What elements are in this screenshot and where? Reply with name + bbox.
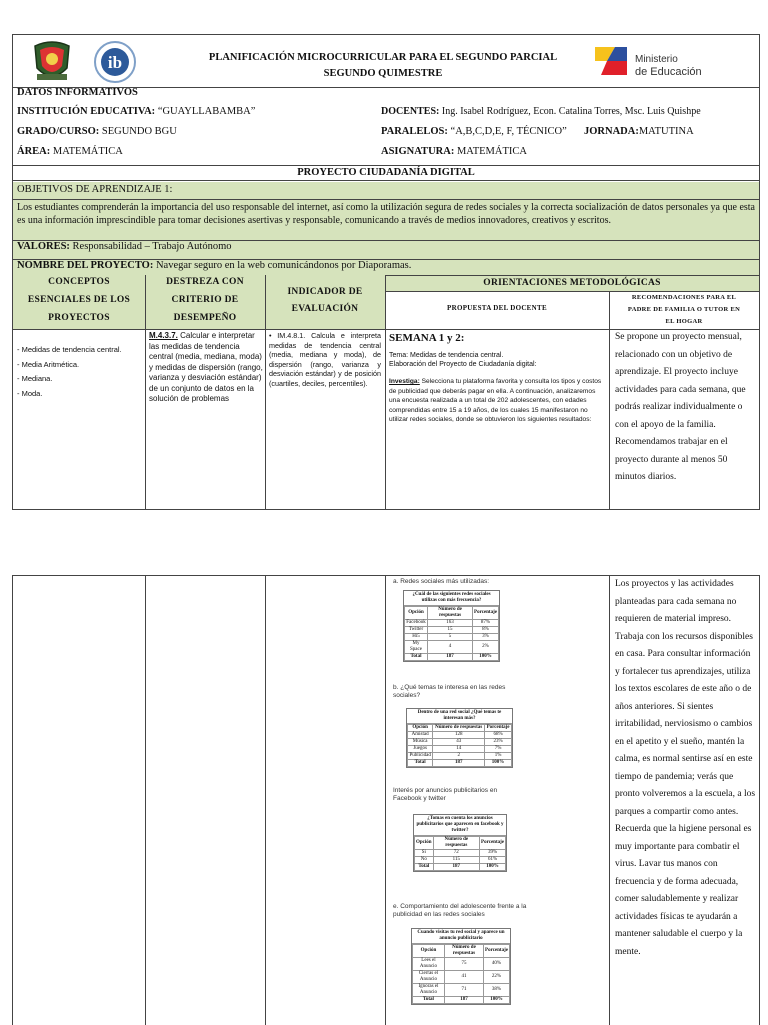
ministry-line1: Ministerio — [635, 54, 678, 65]
elaboracion-text: Elaboración del Proyecto de Ciudadanía digital: — [389, 361, 537, 368]
table-cell: 75 — [444, 958, 483, 971]
grado-value: SEGUNDO BGU — [99, 126, 177, 137]
table-row — [405, 627, 499, 634]
table-cell: 2 — [433, 753, 485, 760]
col-header: Número de respuestas — [433, 725, 485, 732]
table-cell: Total — [405, 654, 428, 661]
asignatura-value: MATEMÁTICA — [454, 146, 527, 157]
objectives-title: OBJETIVOS DE APRENDIZAJE 1: — [17, 184, 173, 195]
survey-b-heading: b. ¿Qué temas te interesa en las redes sociales? — [393, 684, 506, 699]
concepto-item: - Moda. — [17, 388, 43, 398]
destreza-cell — [149, 331, 263, 405]
table-cell: 72 — [433, 850, 479, 857]
jornada-value: MATUTINA — [638, 126, 694, 137]
header-recomendaciones — [609, 292, 759, 328]
page-1 — [12, 34, 760, 510]
table-cell: 115 — [433, 857, 479, 864]
table-row — [413, 971, 510, 984]
table-row — [405, 654, 499, 661]
table-cell: 2% — [473, 641, 499, 654]
area-label: ÁREA: — [17, 146, 51, 157]
objectives-text: Los estudiantes comprenderán la importancia del uso responsable del internet, así como la utilización segura de redes sociales y la correcta socialización de datos personales ya que esta es una información imprescindible para tomar decisiones asertivas y responsable, comunicando a través de medios innovadores, creativos y escritos. — [17, 202, 755, 226]
header-conceptos-line3: PROYECTOS — [48, 313, 110, 323]
table-cell: Cierras el Anuncio — [413, 971, 445, 984]
table-cell: 15 — [428, 627, 473, 634]
table-cell: 40% — [484, 958, 510, 971]
table-cell: 61% — [480, 857, 506, 864]
table-cell: Total — [408, 760, 433, 767]
project-section-title: PROYECTO CIUDADANÍA DIGITAL — [13, 165, 759, 181]
table-row — [408, 746, 512, 753]
table-cell: 100% — [485, 760, 512, 767]
table-cell: 23% — [485, 739, 512, 746]
grado-label: GRADO/CURSO: — [17, 126, 100, 137]
table-cell: 187 — [433, 864, 479, 871]
valores-label: VALORES: — [17, 241, 70, 252]
table-cell: 1% — [485, 753, 512, 760]
docentes-label: DOCENTES: — [381, 106, 440, 117]
survey-c-caption: ¿Tomas en cuenta los anuncios publicitarios que aparecen en facebook y twitter? — [414, 815, 506, 836]
header-destreza-line1: DESTREZA CON — [166, 277, 244, 287]
header-destreza-line2: CRITERIO DE — [171, 295, 239, 305]
header-recomendaciones-line2: PADRE DE FAMILIA O TUTOR EN — [627, 306, 741, 313]
area-value: MATEMÁTICA — [50, 146, 123, 157]
paralelos-value: “A,B,C,D,E, F, TÉCNICO” — [447, 126, 567, 137]
tema-text: Tema: Medidas de tendencia central. — [389, 352, 504, 359]
survey-e-caption: Cuando visitas tu red social y aparece un anuncio publicitario — [412, 929, 510, 944]
valores-value: Responsabilidad – Trabajo Autónomo — [69, 241, 232, 252]
project-name-label: NOMBRE DEL PROYECTO: — [17, 260, 154, 271]
paralelos-label: PARALELOS: — [381, 126, 448, 137]
survey-e-table — [411, 928, 511, 1005]
table-cell: 43 — [433, 739, 485, 746]
table-row — [408, 760, 512, 767]
table-cell: 8% — [473, 627, 499, 634]
concepto-item: - Media Aritmética. — [17, 359, 80, 369]
survey-a-caption: ¿Cuál de las siguientes redes sociales utilizas con más frecuencia? — [404, 591, 499, 606]
table-cell: Juegos — [408, 746, 433, 753]
table-cell: My Space — [405, 641, 428, 654]
conceptos-cell — [17, 345, 143, 403]
school-crest-logo — [31, 40, 73, 84]
propuesta-cell — [389, 331, 605, 425]
document-subtitle: SEGUNDO QUIMESTRE — [323, 68, 443, 79]
col-header: Número de respuestas — [444, 945, 483, 958]
col-header: Porcentaje — [484, 945, 510, 958]
concepto-item: - Mediana. — [17, 374, 53, 383]
header-indicador-line2: EVALUACIÓN — [291, 304, 359, 314]
asignatura-line — [381, 146, 527, 157]
institucion-label: INSTITUCIÓN EDUCATIVA: — [17, 106, 156, 117]
table-row — [405, 641, 499, 654]
table-row — [415, 857, 506, 864]
header-conceptos — [13, 275, 145, 326]
table-cell: 41 — [444, 971, 483, 984]
concepto-item: - Medidas de tendencia central. — [17, 345, 122, 354]
table-cell: 187 — [428, 654, 473, 661]
table-row — [405, 620, 499, 627]
docentes-line — [381, 106, 701, 117]
header-conceptos-line2: ESENCIALES DE LOS — [27, 295, 131, 305]
table-cell: 87% — [473, 620, 499, 627]
header-propuesta: PROPUESTA DEL DOCENTE — [447, 304, 547, 312]
document-title: PLANIFICACIÓN MICROCURRICULAR PARA EL SEGUNDO PARCIAL — [208, 52, 558, 63]
investiga-body: Selecciona tu plataforma favorita y consulta los tipos y costos de publicidad que deberás pagar en ella. A continuación, analizaremos una encuesta realizada a un total de 202 adolescentes, con edades comprendidas entre 15 a 19 años, de los cuales 15 manifestaron no utilizar redes sociales, donde se obtuvieron los siguientes resultados: — [389, 378, 602, 423]
asignatura-label: ASIGNATURA: — [381, 146, 455, 157]
header-orientaciones: ORIENTACIONES METODOLÓGICAS — [483, 278, 661, 288]
table-cell: 39% — [480, 850, 506, 857]
table-cell: Música — [408, 739, 433, 746]
table-cell: Amistad — [408, 732, 433, 739]
col-header: Porcentaje — [486, 725, 510, 730]
jornada-label: JORNADA: — [584, 126, 639, 137]
col-header: Opción — [415, 837, 434, 850]
table-row — [413, 997, 510, 1004]
table-cell: 100% — [480, 864, 506, 871]
table-cell: 14 — [433, 746, 485, 753]
project-name-line — [17, 260, 411, 271]
header-destreza — [145, 275, 265, 326]
survey-a-heading: a. Redes sociales más utilizadas: — [393, 578, 490, 585]
survey-b-table — [406, 708, 513, 768]
col-header: Porcentaje — [473, 607, 499, 620]
survey-a-table — [403, 590, 500, 662]
table-cell: 3% — [473, 634, 499, 641]
investiga-text — [389, 377, 605, 425]
table-cell: 100% — [473, 654, 499, 661]
header-destreza-line3: DESEMPEÑO — [173, 313, 237, 323]
table-cell: Si — [415, 850, 434, 857]
paralelos-line — [381, 126, 694, 137]
table-row — [408, 739, 512, 746]
table-cell: Twitter — [405, 627, 428, 634]
svg-text:ib: ib — [107, 53, 123, 72]
header-indicador-line1: INDICADOR DE — [287, 287, 363, 297]
header-recomendaciones-line3: EL HOGAR — [665, 318, 703, 325]
table-cell: Facebook — [406, 620, 426, 625]
survey-e-heading: e. Comportamiento del adolescente frente a la publicidad en las redes sociales — [393, 903, 527, 918]
table-row — [415, 850, 506, 857]
col-header: Porcentaje — [480, 837, 506, 850]
table-cell: 7% — [485, 746, 512, 753]
table-row — [408, 753, 512, 760]
table-cell: 187 — [433, 760, 485, 767]
table-cell: 163 — [428, 620, 473, 627]
table-row — [405, 634, 499, 641]
table-cell: Publicidad — [409, 753, 431, 758]
table-cell: 22% — [484, 971, 510, 984]
page-2 — [12, 575, 760, 1025]
table-row — [413, 958, 510, 971]
table-row — [415, 864, 506, 871]
table-cell: 38% — [484, 984, 510, 997]
ministry-line2: de Educación — [635, 66, 702, 78]
valores-line — [17, 241, 232, 252]
institucion-value: “GUAYLLABAMBA” — [155, 106, 256, 117]
grado-line — [17, 126, 177, 137]
table-row — [408, 732, 512, 739]
table-cell: 100% — [484, 997, 510, 1004]
document-header — [13, 35, 759, 88]
table-row — [413, 984, 510, 997]
semana-title: SEMANA 1 y 2: — [389, 332, 465, 344]
table-cell: 68% — [485, 732, 512, 739]
col-header: Opción — [413, 945, 445, 958]
area-line — [17, 146, 123, 157]
ministry-flag-logo — [593, 45, 629, 77]
table-cell: Lees el Anuncio — [413, 958, 445, 971]
table-cell: Ignoras el Anuncio — [413, 984, 445, 997]
header-indicador — [265, 285, 385, 317]
table-cell: 71 — [444, 984, 483, 997]
header-recomendaciones-line1: RECOMENDACIONES PARA EL — [631, 294, 737, 301]
col-header: Opción — [408, 725, 433, 732]
table-cell: No — [415, 857, 434, 864]
table-cell: Total — [415, 864, 434, 871]
institucion-line — [17, 106, 255, 117]
docentes-value: Ing. Isabel Rodríguez, Econ. Catalina Torres, Msc. Luis Quishpe — [439, 106, 701, 117]
investiga-label: Investiga: — [389, 378, 420, 385]
col-header: Número de respuestas — [428, 607, 473, 620]
table-cell: Hi5 — [405, 634, 428, 641]
ministry-name — [635, 53, 702, 79]
table-cell: 4 — [428, 641, 473, 654]
header-conceptos-line1: CONCEPTOS — [48, 277, 110, 287]
survey-c-heading: Interés por anuncios publicitarios en Facebook y twitter — [393, 787, 498, 802]
recomendaciones-cell: Se propone un proyecto mensual, relacionado con un objetivo de aprendizaje. El proyecto incluye actividades para cada semana, que podrás realizar individualmente o con el apoyo de la familia. Recomendamos trabajar en el proyecto durante al menos 50 minutos diarios. — [615, 332, 746, 482]
destreza-code: M.4.3.7. — [149, 331, 178, 340]
project-name-value: Navegar seguro en la web comunicándonos por Diaporamas. — [153, 260, 412, 271]
table-cell: 5 — [428, 634, 473, 641]
recomendaciones-page2: Los proyectos y las actividades planteadas para cada semana no requieren de material impreso. Trabaja con los recursos disponibles en casa. Para consultar información y fortalecer tus aprendizajes, utiliza los textos escolares de este año o de años anteriores. Si sientes irritabilidad, nerviosismo o cambios en el apetito y el sueño, mantén la calma, es normal sentirse así en este tiempo de pandemia; verás que pronto volveremos a la escuela, a los parques a compartir como antes. Recuerda que la higiene personal es muy importante para combatir el virus. Lavar tus manos con frecuencia y de forma adecuada, comer saludablemente y realizar actividades físicas te ayudarán a mantener saludable el cuerpo y la mente. — [615, 579, 756, 957]
indicador-cell: • IM.4.8.1. Calcula e interpreta medidas de tendencia central (media, mediana y moda), de dispersión (rango, varianza y desviación estándar) y de posición (cuartiles, deciles, percentiles). — [269, 331, 381, 388]
destreza-text: Calcular e interpretar las medidas de tendencia central (media, mediana, moda) y medidas de dispersión (rango, varianza y desviación estándar) de un conjunto de datos en la solución de problemas — [149, 331, 263, 403]
col-header: Número de respuestas — [433, 837, 479, 850]
table-cell: 187 — [444, 997, 483, 1004]
survey-c-table — [413, 814, 507, 872]
ib-logo — [93, 40, 137, 84]
section-datos-informativos: DATOS INFORMATIVOS — [17, 87, 138, 98]
table-cell: 128 — [433, 732, 485, 739]
col-header: Opción — [405, 607, 428, 620]
table-cell: Total — [413, 997, 445, 1004]
survey-b-caption: Dentro de una red social ¿Qué temas te interesan más? — [407, 709, 512, 724]
